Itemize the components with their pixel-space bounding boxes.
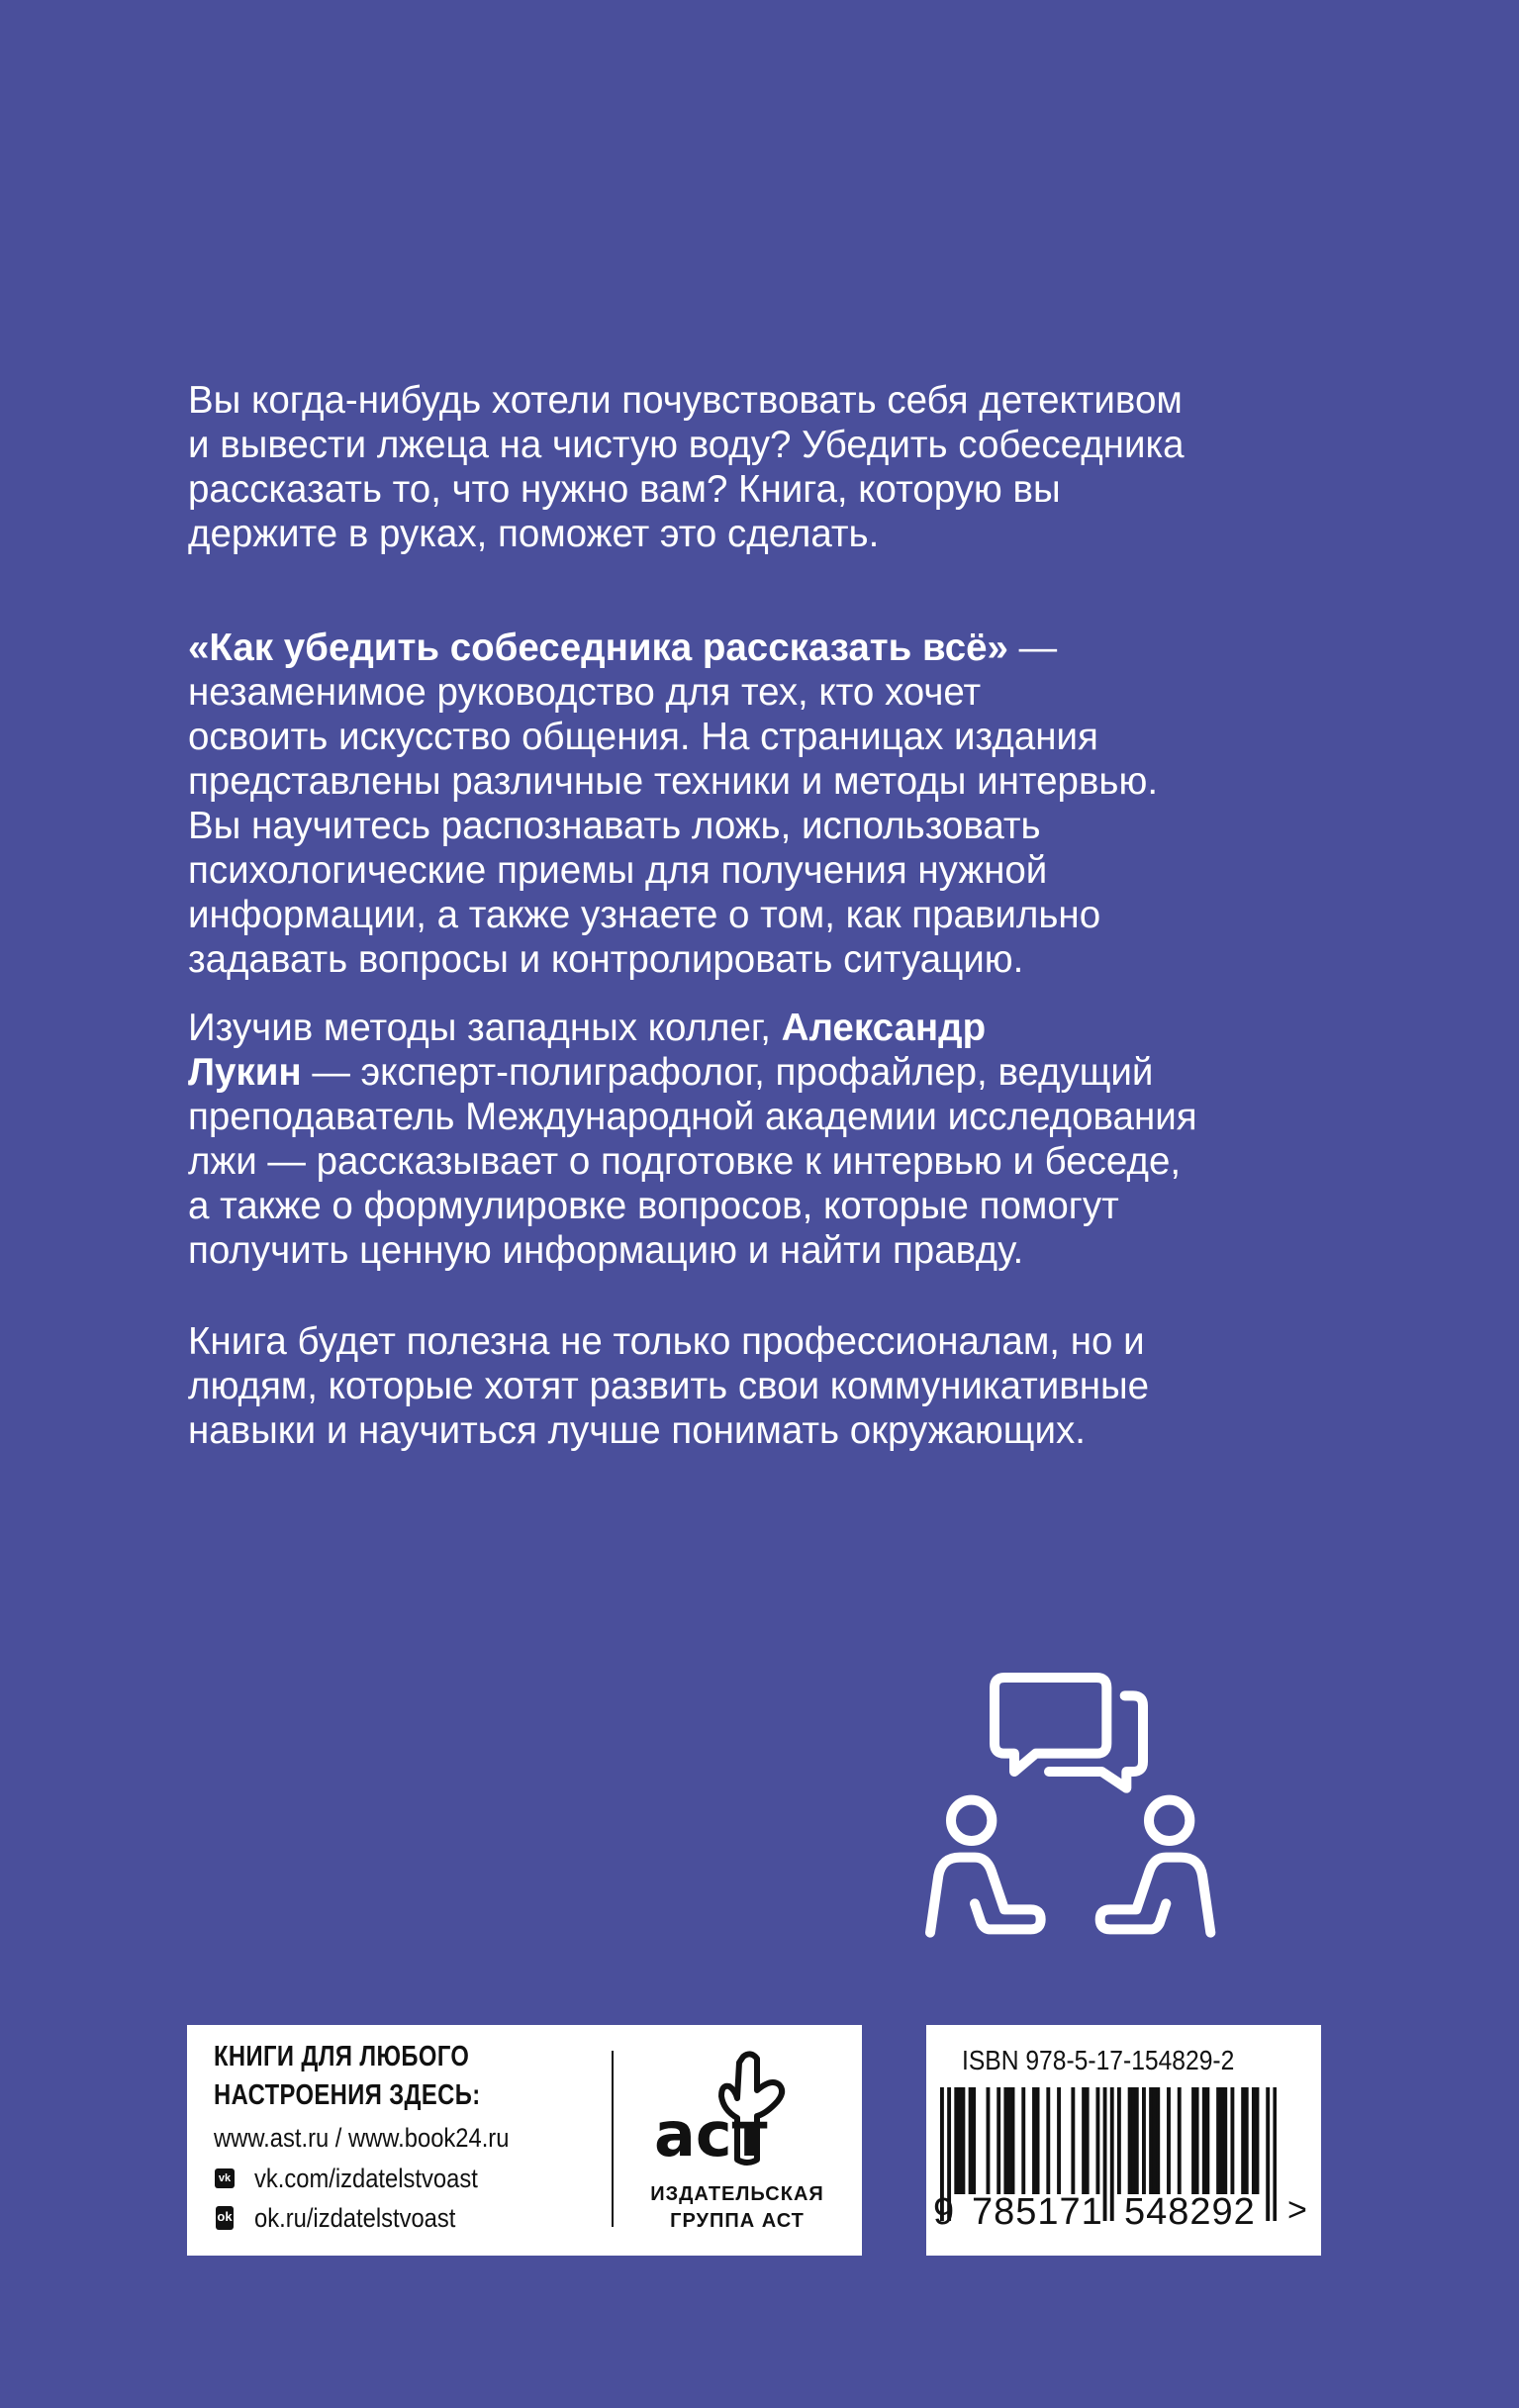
barcode-bar [1003,2087,1007,2194]
barcode-bar [1142,2087,1146,2194]
barcode-bar [972,2087,976,2194]
barcode-bar [1230,2087,1234,2194]
text: психологические приемы для получения нужной [188,849,1048,892]
barcode-bar [1178,2087,1182,2194]
barcode-bar [1220,2087,1224,2194]
text: а также о формулировке вопросов, которые помогут [188,1185,1119,1227]
text: — [1007,626,1058,669]
barcode-bar [1191,2087,1195,2194]
barcode-digits-right: 548292 [1124,2191,1256,2233]
barcode-bar [1021,2087,1025,2194]
text: Изучив методы западных коллег, [188,1007,782,1049]
description-paragraph-3 [188,1006,1197,1273]
text: информации, а также узнаете о том, как правильно [188,894,1101,936]
isbn-label: ISBN 978-5-17-154829-2 [962,2045,1235,2075]
text: держите в руках, поможет это сделать. [188,513,880,555]
barcode-guard-bar [1110,2087,1114,2221]
barcode-bar [1086,2087,1090,2194]
text: людям, которые хотят развить свои коммуникативные [188,1365,1150,1407]
barcode-bar [1036,2087,1040,2194]
text-line [188,804,1158,848]
barcode-bar [1252,2087,1256,2194]
text: задавать вопросы и контролировать ситуацию. [188,938,1024,981]
barcode-bar [1216,2087,1220,2194]
barcode-guard-bar [1103,2087,1107,2221]
text: навыки и научиться лучше понимать окружающих. [188,1409,1086,1452]
barcode-bar [1245,2087,1249,2194]
barcode-bar [1082,2087,1086,2194]
barcode-bar [1011,2087,1015,2194]
vk-icon: vk [215,2168,235,2188]
barcode-bar [1223,2087,1227,2194]
barcode-bar [1032,2087,1036,2194]
description-paragraph-2 [188,626,1158,982]
barcode-bar [961,2087,965,2194]
text-line [188,1050,1197,1095]
text: и вывести лжеца на чистую воду? Убедить собеседника [188,424,1185,466]
text: преподаватель Международной академии исследования [188,1096,1197,1138]
barcode-panel [926,2025,1321,2256]
barcode-bar [958,2087,962,2194]
text: получить ценную информацию и найти правду. [188,1229,1024,1272]
description-paragraph-1 [188,378,1185,556]
sites-link[interactable]: www.ast.ru / www.book24.ru [214,2123,510,2153]
barcode-bar [1071,2087,1075,2194]
barcode-bar [1095,2087,1099,2194]
barcode-bar [997,2087,1000,2194]
text: Вы научитесь распознавать ложь, использовать [188,805,1041,847]
divider [612,2051,614,2227]
promo-heading-line-2: НАСТРОЕНИЯ ЗДЕСЬ: [214,2079,481,2111]
ok-link[interactable]: ok.ru/izdatelstvoast [254,2203,456,2233]
ok-icon: ok [216,2206,234,2230]
barcode-guard-bar [1266,2087,1270,2221]
text: освоить искусство общения. На страницах издания [188,716,1098,758]
barcode-bar [1135,2087,1139,2194]
text-line [188,1228,1197,1273]
bold-text: Лукин [188,1051,302,1094]
barcode-quiet-zone-marker: > [1287,2191,1307,2229]
text: лжи — рассказывает о подготовке к интервью и беседе, [188,1140,1182,1183]
barcode-bar [1202,2087,1206,2194]
text-line [188,512,1185,556]
text-line [188,715,1158,759]
conversation-people-icon [891,1643,1247,1960]
text-line [188,626,1158,670]
text-line [188,378,1185,423]
barcode-bar [969,2087,973,2194]
bold-text: Александр [781,1007,987,1049]
text: — эксперт-полиграфолог, профайлер, ведущий [301,1051,1154,1094]
barcode-bar [987,2087,991,2194]
barcode-bar [1128,2087,1132,2194]
publisher-info-panel [187,2025,862,2256]
text: рассказать то, что нужно вам? Книга, которую вы [188,468,1061,511]
barcode-bar [1149,2087,1153,2194]
text-line [188,1319,1149,1364]
barcode-bar [1195,2087,1199,2194]
barcode-bar [1256,2087,1260,2194]
text-line [188,1139,1197,1184]
promo-heading-line-1: КНИГИ ДЛЯ ЛЮБОГО [214,2041,470,2072]
text-line [188,467,1185,512]
barcode-digits-left: 785171 [972,2191,1103,2233]
barcode-bar [1205,2087,1209,2194]
text-line [188,1095,1197,1139]
text-line [188,1364,1149,1408]
barcode-bar [1007,2087,1011,2194]
text: Книга будет полезна не только профессионалам, но и [188,1320,1145,1363]
text-line [188,1006,1197,1050]
barcode-guard-bar [1273,2087,1277,2221]
text-line [188,1184,1197,1228]
barcode-bar [1167,2087,1171,2194]
ast-logo [652,2049,796,2172]
vk-link[interactable]: vk.com/izdatelstvoast [254,2164,478,2193]
text-line [188,893,1158,937]
barcode-bar [954,2087,958,2194]
barcode-digit-first: 9 [933,2191,955,2233]
barcode-bar [1131,2087,1135,2194]
barcode-bar [1046,2087,1050,2194]
barcode-bar [1057,2087,1061,2194]
text: незаменимое руководство для тех, кто хочет [188,671,982,714]
text-line [188,937,1158,982]
text-line [188,670,1158,715]
publisher-caption-line-1: ИЗДАТЕЛЬСКАЯ [650,2183,824,2205]
description-paragraph-4 [188,1319,1149,1453]
text-line [188,848,1158,893]
barcode-bar [1156,2087,1160,2194]
ast-logo-text: аст [654,2098,768,2170]
barcode-bar [1241,2087,1245,2194]
text: Вы когда-нибудь хотели почувствовать себя детективом [188,379,1183,422]
bold-text: «Как убедить собеседника рассказать всё» [188,626,1008,669]
text-line [188,1408,1149,1453]
barcode-bar [1153,2087,1157,2194]
text-line [188,759,1158,804]
publisher-caption-line-2: ГРУППА АСТ [670,2210,805,2232]
text: представлены различные техники и методы интервью. [188,760,1159,803]
barcode-bar [1117,2087,1121,2194]
text-line [188,423,1185,467]
